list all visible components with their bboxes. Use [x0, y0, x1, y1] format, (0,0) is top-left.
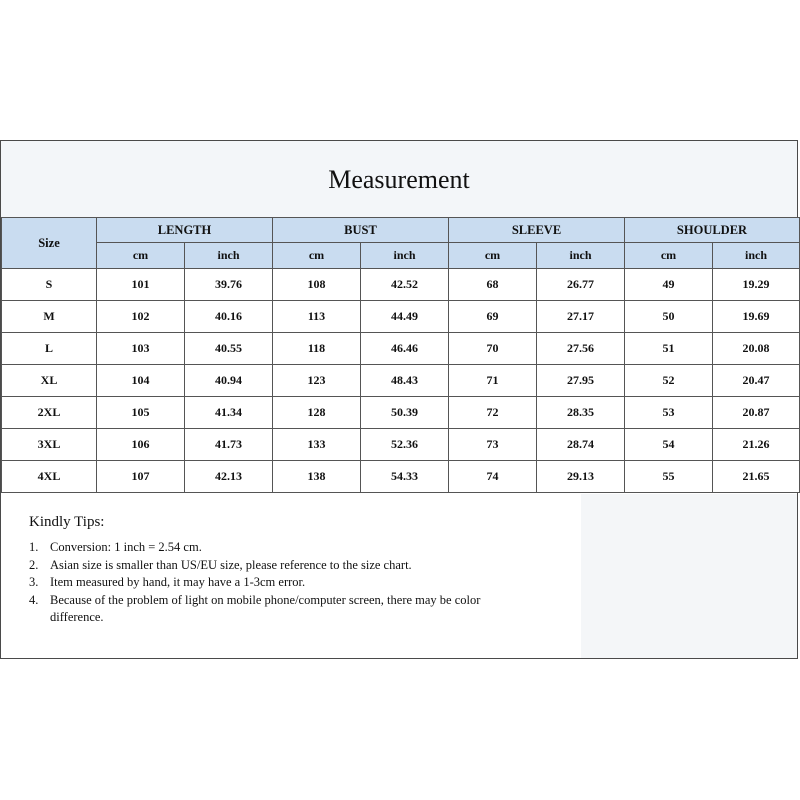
- size-column-header: Size: [2, 218, 97, 269]
- table-header-group-row: [2, 218, 800, 243]
- list-item-number: 1.: [29, 540, 39, 554]
- table-cell: 73: [449, 429, 537, 461]
- table-cell: 54: [625, 429, 713, 461]
- table-cell: 72: [449, 397, 537, 429]
- table-cell: 41.34: [185, 397, 273, 429]
- unit-header: inch: [185, 243, 273, 269]
- table-cell: 69: [449, 301, 537, 333]
- unit-header: inch: [713, 243, 800, 269]
- table-row: [2, 397, 800, 429]
- table-cell: 102: [97, 301, 185, 333]
- length-header: LENGTH: [97, 218, 273, 243]
- table-row: [2, 365, 800, 397]
- table-cell: 106: [97, 429, 185, 461]
- table-row: [2, 333, 800, 365]
- table-cell: 108: [273, 269, 361, 301]
- list-item-number: 4.: [29, 592, 39, 607]
- table-cell: 49: [625, 269, 713, 301]
- unit-header: cm: [273, 243, 361, 269]
- table-cell: 52: [625, 365, 713, 397]
- bust-header: BUST: [273, 218, 449, 243]
- list-item: [29, 592, 529, 627]
- table-cell: 40.55: [185, 333, 273, 365]
- table-cell: 20.08: [713, 333, 800, 365]
- table-cell: 51: [625, 333, 713, 365]
- size-cell: L: [2, 333, 97, 365]
- table-cell: 128: [273, 397, 361, 429]
- table-cell: 53: [625, 397, 713, 429]
- table-cell: 20.87: [713, 397, 800, 429]
- list-item-number: 3.: [29, 575, 39, 589]
- table-cell: 29.13: [537, 461, 625, 493]
- list-item-text: Item measured by hand, it may have a 1-3cm error.: [50, 575, 306, 589]
- table-cell: 52.36: [361, 429, 449, 461]
- list-item-text: Conversion: 1 inch = 2.54 cm.: [50, 540, 202, 554]
- list-item-text: Asian size is smaller than US/EU size, please reference to the size chart.: [50, 557, 412, 572]
- table-cell: 104: [97, 365, 185, 397]
- unit-header: inch: [537, 243, 625, 269]
- unit-header: cm: [449, 243, 537, 269]
- list-item: [29, 539, 529, 557]
- size-cell: 2XL: [2, 397, 97, 429]
- table-cell: 41.73: [185, 429, 273, 461]
- table-cell: 20.47: [713, 365, 800, 397]
- table-row: [2, 429, 800, 461]
- table-cell: 55: [625, 461, 713, 493]
- size-cell: M: [2, 301, 97, 333]
- table-cell: 48.43: [361, 365, 449, 397]
- table-cell: 118: [273, 333, 361, 365]
- table-cell: 40.94: [185, 365, 273, 397]
- table-cell: 123: [273, 365, 361, 397]
- unit-header: cm: [625, 243, 713, 269]
- table-cell: 133: [273, 429, 361, 461]
- tips-title: Kindly Tips:: [29, 514, 105, 530]
- table-cell: 138: [273, 461, 361, 493]
- list-item: [29, 574, 529, 592]
- table-cell: 42.52: [361, 269, 449, 301]
- table-cell: 101: [97, 269, 185, 301]
- size-cell: XL: [2, 365, 97, 397]
- table-header-units-row: [2, 243, 800, 269]
- table-cell: 113: [273, 301, 361, 333]
- size-cell: S: [2, 269, 97, 301]
- table-row: [2, 269, 800, 301]
- table-row: [2, 461, 800, 493]
- table-cell: 105: [97, 397, 185, 429]
- sleeve-header: SLEEVE: [449, 218, 625, 243]
- title-band: [1, 141, 797, 217]
- table-cell: 27.17: [537, 301, 625, 333]
- table-cell: 50: [625, 301, 713, 333]
- table-cell: 46.46: [361, 333, 449, 365]
- tips-section: [1, 494, 581, 658]
- tips-side-panel: [581, 494, 797, 658]
- unit-header: inch: [361, 243, 449, 269]
- table-cell: 71: [449, 365, 537, 397]
- table-row: [2, 301, 800, 333]
- table-cell: 19.29: [713, 269, 800, 301]
- table-cell: 70: [449, 333, 537, 365]
- size-cell: 3XL: [2, 429, 97, 461]
- table-cell: 21.65: [713, 461, 800, 493]
- table-cell: 27.95: [537, 365, 625, 397]
- table-cell: 28.74: [537, 429, 625, 461]
- table-cell: 19.69: [713, 301, 800, 333]
- size-cell: 4XL: [2, 461, 97, 493]
- table-cell: 27.56: [537, 333, 625, 365]
- table-cell: 107: [97, 461, 185, 493]
- list-item-text: Because of the problem of light on mobile phone/computer screen, there may be color difference.: [50, 592, 481, 624]
- unit-header: cm: [97, 243, 185, 269]
- table-cell: 44.49: [361, 301, 449, 333]
- shoulder-header: SHOULDER: [625, 218, 800, 243]
- page-title: Measurement: [328, 165, 470, 194]
- table-cell: 40.16: [185, 301, 273, 333]
- size-table: [1, 217, 800, 493]
- table-cell: 74: [449, 461, 537, 493]
- list-item-number: 2.: [29, 557, 39, 572]
- table-cell: 26.77: [537, 269, 625, 301]
- tips-list: [29, 539, 529, 627]
- table-cell: 39.76: [185, 269, 273, 301]
- table-cell: 42.13: [185, 461, 273, 493]
- table-cell: 50.39: [361, 397, 449, 429]
- table-cell: 28.35: [537, 397, 625, 429]
- table-cell: 21.26: [713, 429, 800, 461]
- table-cell: 54.33: [361, 461, 449, 493]
- size-chart-sheet: [0, 140, 798, 659]
- list-item: [29, 557, 529, 575]
- table-cell: 103: [97, 333, 185, 365]
- table-cell: 68: [449, 269, 537, 301]
